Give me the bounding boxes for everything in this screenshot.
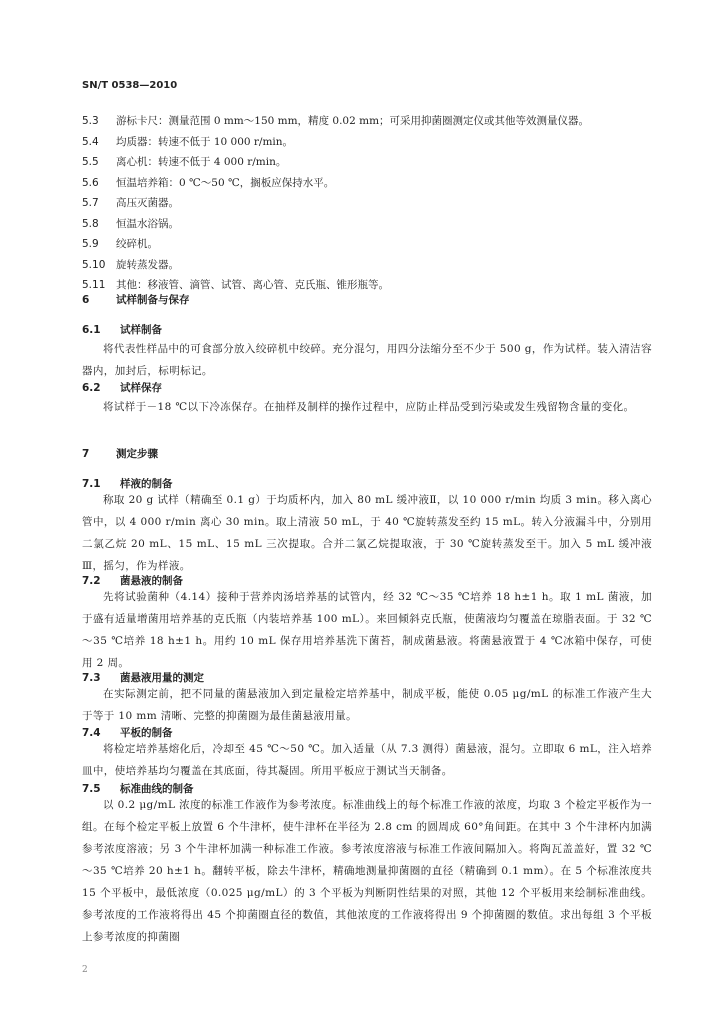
subsection-7-4-heading: 7.4 平板的制备 [82, 727, 173, 739]
subsection-7-2-heading: 7.2 菌悬液的制备 [82, 575, 183, 587]
subsection-6-2-paragraph: 将试样于－18 ℃以下冷冻保存。在抽样及制样的操作过程中，应防止样品受到污染或发生残留物含量的变化。 [103, 401, 635, 413]
subsection-7-3-heading: 7.3 菌悬液用量的测定 [82, 672, 204, 684]
section-7-heading: 7 测定步骤 [82, 448, 158, 460]
list-item: 5.9 绞碎机。 [82, 238, 158, 250]
list-item: 5.8 恒温水浴锅。 [82, 217, 179, 230]
subsection-7-5-paragraph: 以 0.2 μg/mL 浓度的标准工作液作为参考浓度。标准曲线上的每个标准工作液的浓度，均取 3 个检定平板作为一组。在每个检定平板上放置 6 个牛津杯，使牛津杯在半径为 2.8 cm 的圆周成 60°角间距。在其中 3 个牛津杯内加满参考浓度溶液；另 3 个牛津杯加满一种标准工作液。参考浓度溶液与标准工作液间隔加入。将陶瓦盖盖好，置 32 ℃～35 ℃培养 20 h±1 h。翻转平板，除去牛津杯，精确地测量抑菌圈的直径（精确到 0.1 mm）。在 5 个标准浓度共 15 个平板中，最低浓度（0.025 μg/mL）的 3 个平板为判断阴性结果的对照，其他 12 个平板用来绘制标准曲线。参考浓度的工作液将得出 45 个抑菌圈直径的数值，其他浓度的工作液将得出 9 个抑菌圈的数值。求出每组 3 个平板上参考浓度的抑菌圈 [82, 799, 652, 943]
list-item: 5.10 旋转蒸发器。 [82, 258, 179, 271]
subsection-7-1-heading: 7.1 样液的制备 [82, 478, 173, 490]
list-item: 5.6 恒温培养箱：0 ℃～50 ℃，搁板应保持水平。 [82, 176, 335, 189]
subsection-6-1-heading: 6.1 试样制备 [82, 324, 162, 336]
subsection-7-1-paragraph: 称取 20 g 试样（精确至 0.1 g）于均质杯内，加入 80 mL 缓冲液Ⅱ，以 10 000 r/min 均质 3 min。移入离心管中，以 4 000 r/min 离心 30 min。取上清液 50 mL，于 40 ℃旋转蒸发至约 15 mL。转入分液漏斗中，分别用二氯乙烷 20 mL、15 mL、15 mL 三次提取。合并二氯乙烷提取液，于 30 ℃旋转蒸发至干。加入 5 mL 缓冲液Ⅲ，摇匀，作为样液。 [82, 494, 652, 572]
subsection-6-1-paragraph: 将代表性样品中的可食部分放入绞碎机中绞碎。充分混匀，用四分法缩分至不少于 500 g，作为试样。装入清洁容器内，加封后，标明标记。 [82, 343, 652, 377]
list-item: 5.5 离心机：转速不低于 4 000 r/min。 [82, 156, 287, 168]
list-item: 5.4 均质器：转速不低于 10 000 r/min。 [82, 135, 294, 148]
subsection-6-2-heading: 6.2 试样保存 [82, 382, 162, 394]
subsection-7-4-paragraph: 将检定培养基熔化后，冷却至 45 ℃～50 ℃。加入适量（从 7.3 测得）菌悬液，混匀。立即取 6 mL，注入培养皿中，使培养基均匀覆盖在其底面，待其凝固。所用平板应于测试当天制备。 [82, 743, 652, 777]
page-number: 2 [82, 965, 88, 975]
section-6-heading: 6 试样制备与保存 [82, 294, 190, 306]
list-item: 5.3 游标卡尺：测量范围 0 mm～150 mm，精度 0.02 mm；可采用抑菌圈测定仪或其他等效测量仪器。 [82, 115, 590, 127]
list-item: 5.7 高压灭菌器。 [82, 197, 179, 209]
subsection-7-3-paragraph: 在实际测定前，把不同量的菌悬液加入到定量检定培养基中，制成平板，能使 0.05 μg/mL 的标准工作液产生大于等于 10 mm 清晰、完整的抑菌圈为最佳菌悬液用量。 [82, 688, 652, 722]
standard-code-header: SN/T 0538—2010 [82, 80, 178, 91]
subsection-7-5-heading: 7.5 标准曲线的制备 [82, 783, 194, 795]
list-item: 5.11 其他：移液管、滴管、试管、离心管、克氏瓶、锥形瓶等。 [82, 279, 389, 291]
subsection-7-2-paragraph: 先将试验菌种（4.14）接种于营养肉汤培养基的试管内，经 32 ℃～35 ℃培养 18 h±1 h。取 1 mL 菌液，加于盛有适量增菌用培养基的克氏瓶（内装培养基 100 mL）。来回倾斜克氏瓶，使菌液均匀覆盖在琼脂表面。于 32 ℃～35 ℃培养 18 h±1 h。用约 10 mL 保存用培养基洗下菌苔，制成菌悬液。将菌悬液置于 4 ℃冰箱中保存，可使用 2 周。 [82, 591, 652, 669]
section5-list [82, 111, 652, 296]
